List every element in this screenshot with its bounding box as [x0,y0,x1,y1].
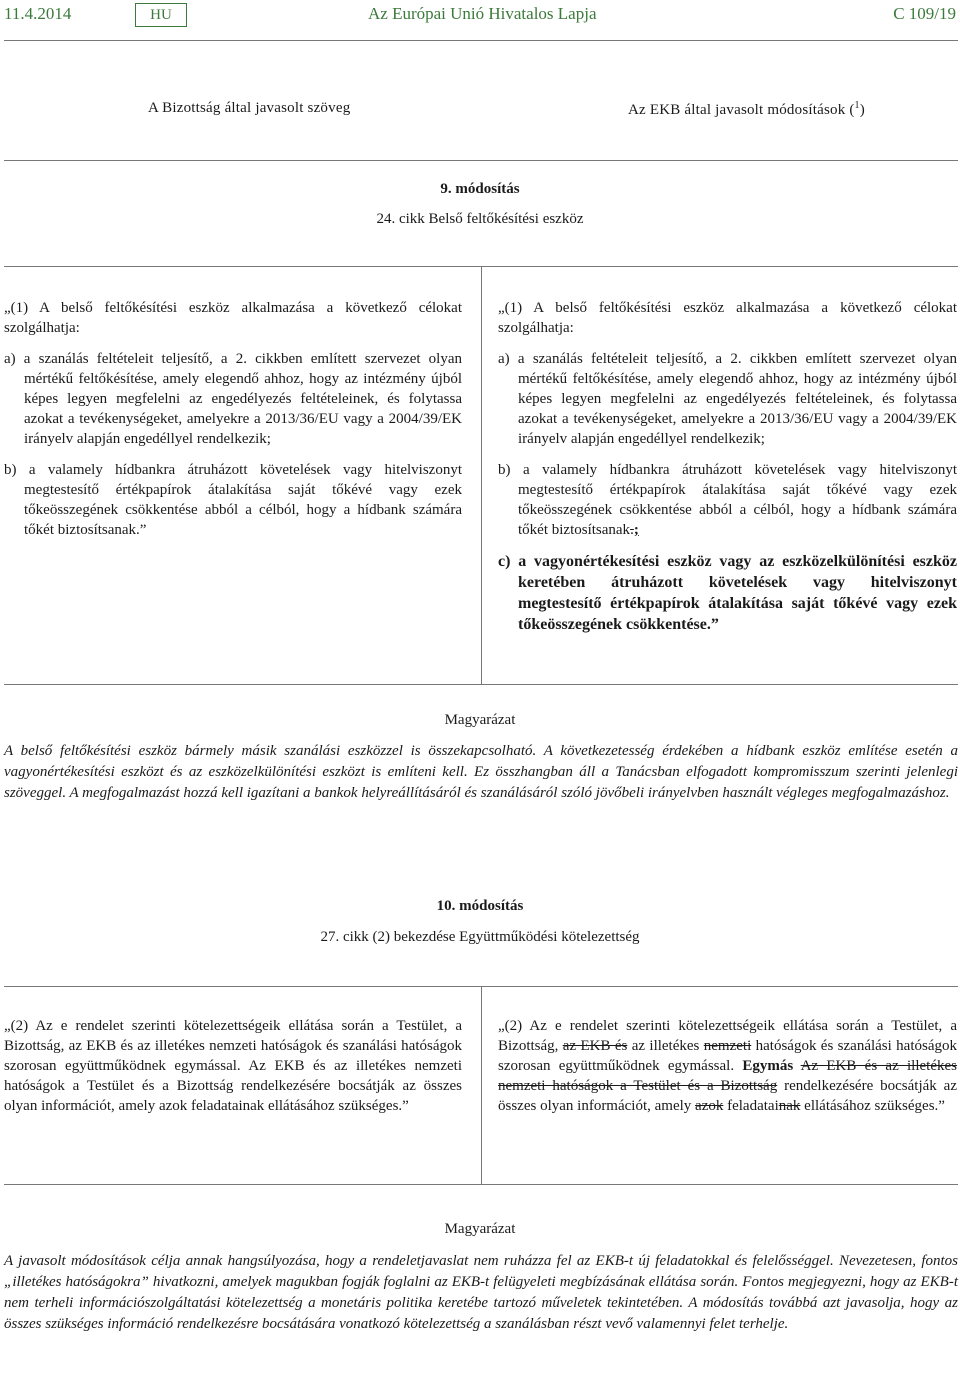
paragraph: „(2) Az e rendelet szerinti kötelezettségeik ellátása során a Testület, a Bizottság, az EKB és az illetékes nemzeti hatóságok és szanálási hatóságok szorosan együttműködnek egymással. Egymás Az EKB és az illetékes nemzeti hatóságok a Testület és a Bizottság rendelkezésére bocsátják az összes olyan információt, amely azok feladatainak ellátásához szükséges.” [498,1018,958,1114]
explanation-heading: Magyarázat [444,1221,516,1237]
point-c-inserted: c) a vagyonértékesítési eszköz vagy az eszközelkülönítési eszköz keretében átruházott követelések vagy hitelviszonyt megtestesítő értékpapírok átalakítása saját tőkévé vagy ezek tőkeösszegének csökkentése.” [498,553,957,633]
deleted-text: Az EKB és az illetékes nemzeti hatóságok a Testület és a Bizottság [498,1058,957,1094]
point-b: b) a valamely hídbankra átruházott követelések vagy hitelviszonyt megtestesítő értékpapírok átalakítása saját tőkévé vagy ezek tőkeösszegének csökkentése abból a célból, hogy a hídbank számára tőkét biztosítsanak.” [4,462,462,538]
footnote-ref: 1 [854,100,860,111]
left-column-heading: A Bizottság által javasolt szöveg [148,100,351,116]
column-divider [481,266,482,684]
language-badge: HU [135,3,187,27]
deleted-text: nak [778,1098,801,1114]
deleted-text: . [630,522,634,538]
amendment-10-number: 10. módosítás [436,898,524,914]
amendment-9-right-text [498,298,957,646]
column-divider [481,986,482,1184]
inserted-text: ; [633,522,639,538]
point-a: a) a szanálás feltételeit teljesítő, a 2. cikkben említett szervezet olyan mértékű feltőkésítése, amely elegendő ahhoz, hogy az intézmény újból képes legyen megfelelni az engedélyezés feltételeinek, és folytassa azokat a tevékenységeket, amelyekre a 2013/36/EU vagy a 2004/39/EK irányelv alapján engedéllyel rendelkezik; [4,351,462,447]
rule [4,684,958,685]
amendment-10-right-text [498,1016,957,1127]
point-a: a) a szanálás feltételeit teljesítő, a 2. cikkben említett szervezet olyan mértékű feltőkésítése, amely elegendő ahhoz, hogy az intézmény újból képes legyen megfelelni az engedélyezés feltételeinek, és folytassa azokat a tevékenységeket, amelyekre a 2013/36/EU vagy a 2004/39/EK irányelv alapján engedéllyel rendelkezik; [498,351,957,447]
deleted-text: azok [695,1098,724,1114]
amendment-10-subtitle: 27. cikk (2) bekezdése Együttműködési kötelezettség [320,929,640,945]
paragraph: „(1) A belső feltőkésítési eszköz alkalmazása a következő célokat szolgálhatja: [498,300,957,336]
rule [4,160,958,161]
right-column-heading: Az EKB által javasolt módosítások ($^1$) [628,100,865,118]
deleted-text: nemzeti [703,1038,752,1054]
paragraph: „(2) Az e rendelet szerinti kötelezettségeik ellátása során a Testület, a Bizottság, az EKB és az illetékes nemzeti hatóságok és szanálási hatóságok szorosan együttműködnek egymással. Az EKB és az illetékes nemzeti hatóságok a Testület és a Bizottság rendelkezésére bocsátják az összes olyan információt, amely azok feladatainak ellátásához szükséges.” [4,1018,462,1114]
explanation-heading: Magyarázat [444,712,516,728]
point-b: b) a valamely hídbankra átruházott követelések vagy hitelviszonyt megtestesítő értékpapírok átalakítása saját tőkévé vagy ezek tőkeösszegének csökkentése abból a célból, hogy a hídbank számára tőkét biztosítsanak.; [498,462,957,538]
amendment-9-subtitle: 24. cikk Belső feltőkésítési eszköz [376,211,584,227]
amendment-10-explanation: A javasolt módosítások célja annak hangsúlyozása, hogy a rendeletjavaslat nem ruházza fel az EKB-t új feladatokkal és felelősséggel. Nevezetesen, fontos „illetékes hatóságokra” hivatkozni, amelyek magukban fogják foglalni az EKB-t felügyeleti megbízásának ellátása során. Fontos megjegyezni, hogy az EKB-t nem terheli információszolgáltatási kötelezettség a monetáris politika keretébe tartozó műveletek tekintetében. A módosítás továbbá azt javasolja, hogy az összes szükséges információ rendelkezésre bocsátására vonatkozó kötelezettség a szanálásban részt vevő valamennyi felet terhelje. [4,1253,958,1332]
amendment-9-number: 9. módosítás [440,181,520,197]
amendment-9-left-text [4,298,462,551]
publication-date: 11.4.2014 [4,4,72,23]
amendment-10-left-text [4,1016,462,1127]
journal-title: Az Európai Unió Hivatalos Lapja [368,4,597,23]
page-header [0,4,960,26]
header-rule [4,40,958,41]
rule [4,1184,958,1185]
paragraph: „(1) A belső feltőkésítési eszköz alkalmazása a következő célokat szolgálhatja: [4,300,462,336]
deleted-text: az EKB és [562,1038,628,1054]
amendment-9-explanation: A belső feltőkésítési eszköz bármely másik szanálási eszközzel is összekapcsolható. A következetesség érdekében a hídbank eszköz említése esetén a vagyonértékesítési eszközt és az eszközelkülönítési eszközt is említeni kell. Ez összhangban áll a Tanácsban elfogadott kompromisszum szerinti jelenlegi szöveggel. A megfogalmazást hozzá kell igazítani a bankok helyreállításáról és szanálásáról szóló jövőbeli irányelvben használt végleges megfogalmazáshoz. [4,743,958,801]
inserted-text: Egymás [742,1058,794,1074]
page-reference: C 109/19 [893,4,956,23]
